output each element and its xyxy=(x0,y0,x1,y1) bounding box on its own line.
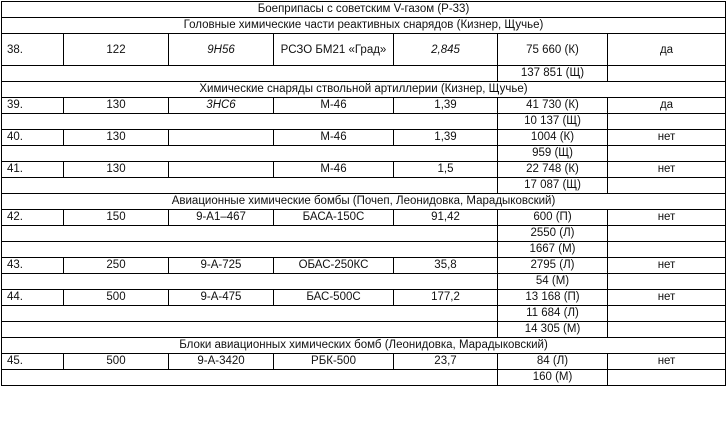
quantity-cell: 54 (М) xyxy=(498,274,608,290)
section-row xyxy=(2,194,726,210)
empty-cell xyxy=(608,226,726,242)
status-cell: нет xyxy=(608,162,726,178)
empty-cell xyxy=(608,146,726,162)
system-cell: М-46 xyxy=(274,162,394,178)
section-title: Химические снаряды ствольной артиллерии (Кизнер, Щучье) xyxy=(2,82,726,98)
table-row xyxy=(2,210,726,226)
empty-cell xyxy=(2,242,498,258)
quantity-cell: 2795 (Л) xyxy=(498,258,608,274)
empty-cell xyxy=(2,146,498,162)
quantity-cell: 2550 (Л) xyxy=(498,226,608,242)
table-row xyxy=(2,354,726,370)
quantity-cell: 14 305 (М) xyxy=(498,322,608,338)
index-cell: 9Н56 xyxy=(169,34,274,66)
section-row xyxy=(2,82,726,98)
row-number: 43. xyxy=(2,258,64,274)
system-cell: М-46 xyxy=(274,130,394,146)
table-row xyxy=(2,370,726,386)
empty-cell xyxy=(2,226,498,242)
quantity-cell: 22 748 (К) xyxy=(498,162,608,178)
table-row xyxy=(2,114,726,130)
empty-cell xyxy=(608,66,726,82)
index-cell: 9-А-3420 xyxy=(169,354,274,370)
caliber-cell: 130 xyxy=(64,162,169,178)
table-row xyxy=(2,226,726,242)
system-cell: БАС-500С xyxy=(274,290,394,306)
caliber-cell: 500 xyxy=(64,290,169,306)
quantity-cell: 1004 (К) xyxy=(498,130,608,146)
table-row xyxy=(2,274,726,290)
section-title: Головные химические части реактивных снарядов (Кизнер, Щучье) xyxy=(2,18,726,34)
status-cell: нет xyxy=(608,130,726,146)
index-cell: 9-А1–467 xyxy=(169,210,274,226)
mass-cell: 2,845 xyxy=(394,34,498,66)
row-number: 42. xyxy=(2,210,64,226)
mass-cell: 1,39 xyxy=(394,130,498,146)
empty-cell xyxy=(608,370,726,386)
quantity-cell: 10 137 (Щ) xyxy=(498,114,608,130)
table-row xyxy=(2,34,726,66)
row-number: 38. xyxy=(2,34,64,66)
system-cell: ОБАС-250КС xyxy=(274,258,394,274)
table-row xyxy=(2,290,726,306)
system-cell: БАСА-150С xyxy=(274,210,394,226)
table-row xyxy=(2,242,726,258)
index-cell: 3НС6 xyxy=(169,98,274,114)
caliber-cell: 150 xyxy=(64,210,169,226)
table-row xyxy=(2,66,726,82)
empty-cell xyxy=(2,322,498,338)
quantity-cell: 160 (М) xyxy=(498,370,608,386)
table-row xyxy=(2,306,726,322)
quantity-cell: 959 (Щ) xyxy=(498,146,608,162)
mass-cell: 177,2 xyxy=(394,290,498,306)
empty-cell xyxy=(608,274,726,290)
index-cell xyxy=(169,130,274,146)
caliber-cell: 500 xyxy=(64,354,169,370)
caliber-cell: 122 xyxy=(64,34,169,66)
empty-cell xyxy=(608,306,726,322)
section-title: Блоки авиационных химических бомб (Леонидовка, Марадыковский) xyxy=(2,338,726,354)
row-number: 41. xyxy=(2,162,64,178)
table-row xyxy=(2,322,726,338)
status-cell: нет xyxy=(608,290,726,306)
row-number: 40. xyxy=(2,130,64,146)
empty-cell xyxy=(2,370,498,386)
status-cell: да xyxy=(608,34,726,66)
status-cell: нет xyxy=(608,258,726,274)
status-cell: да xyxy=(608,98,726,114)
table-row xyxy=(2,258,726,274)
index-cell: 9-А-725 xyxy=(169,258,274,274)
row-number: 45. xyxy=(2,354,64,370)
system-cell: М-46 xyxy=(274,98,394,114)
caliber-cell: 130 xyxy=(64,98,169,114)
section-title: Авиационные химические бомбы (Почеп, Леонидовка, Марадыковский) xyxy=(2,194,726,210)
empty-cell xyxy=(608,178,726,194)
quantity-cell: 600 (П) xyxy=(498,210,608,226)
system-cell: РСЗО БМ21 «Град» xyxy=(274,34,394,66)
section-title: Боеприпасы с советским V-газом (Р-33) xyxy=(2,2,726,18)
table-row xyxy=(2,130,726,146)
section-row xyxy=(2,338,726,354)
quantity-cell: 1667 (М) xyxy=(498,242,608,258)
quantity-cell: 11 684 (Л) xyxy=(498,306,608,322)
status-cell: нет xyxy=(608,354,726,370)
mass-cell: 35,8 xyxy=(394,258,498,274)
quantity-cell: 84 (Л) xyxy=(498,354,608,370)
row-number: 44. xyxy=(2,290,64,306)
empty-cell xyxy=(608,242,726,258)
quantity-cell: 137 851 (Щ) xyxy=(498,66,608,82)
row-number: 39. xyxy=(2,98,64,114)
empty-cell xyxy=(2,306,498,322)
table-row xyxy=(2,146,726,162)
table-row xyxy=(2,178,726,194)
caliber-cell: 250 xyxy=(64,258,169,274)
index-cell xyxy=(169,162,274,178)
munitions-table xyxy=(1,1,726,386)
table-row xyxy=(2,98,726,114)
empty-cell xyxy=(2,274,498,290)
empty-cell xyxy=(608,322,726,338)
caliber-cell: 130 xyxy=(64,130,169,146)
mass-cell: 1,39 xyxy=(394,98,498,114)
mass-cell: 1,5 xyxy=(394,162,498,178)
quantity-cell: 75 660 (К) xyxy=(498,34,608,66)
quantity-cell: 13 168 (П) xyxy=(498,290,608,306)
system-cell: РБК-500 xyxy=(274,354,394,370)
mass-cell: 91,42 xyxy=(394,210,498,226)
index-cell: 9-А-475 xyxy=(169,290,274,306)
section-row xyxy=(2,18,726,34)
quantity-cell: 17 087 (Щ) xyxy=(498,178,608,194)
table-row xyxy=(2,162,726,178)
empty-cell xyxy=(2,66,498,82)
status-cell: нет xyxy=(608,210,726,226)
section-row xyxy=(2,2,726,18)
quantity-cell: 41 730 (К) xyxy=(498,98,608,114)
empty-cell xyxy=(2,114,498,130)
empty-cell xyxy=(2,178,498,194)
mass-cell: 23,7 xyxy=(394,354,498,370)
empty-cell xyxy=(608,114,726,130)
